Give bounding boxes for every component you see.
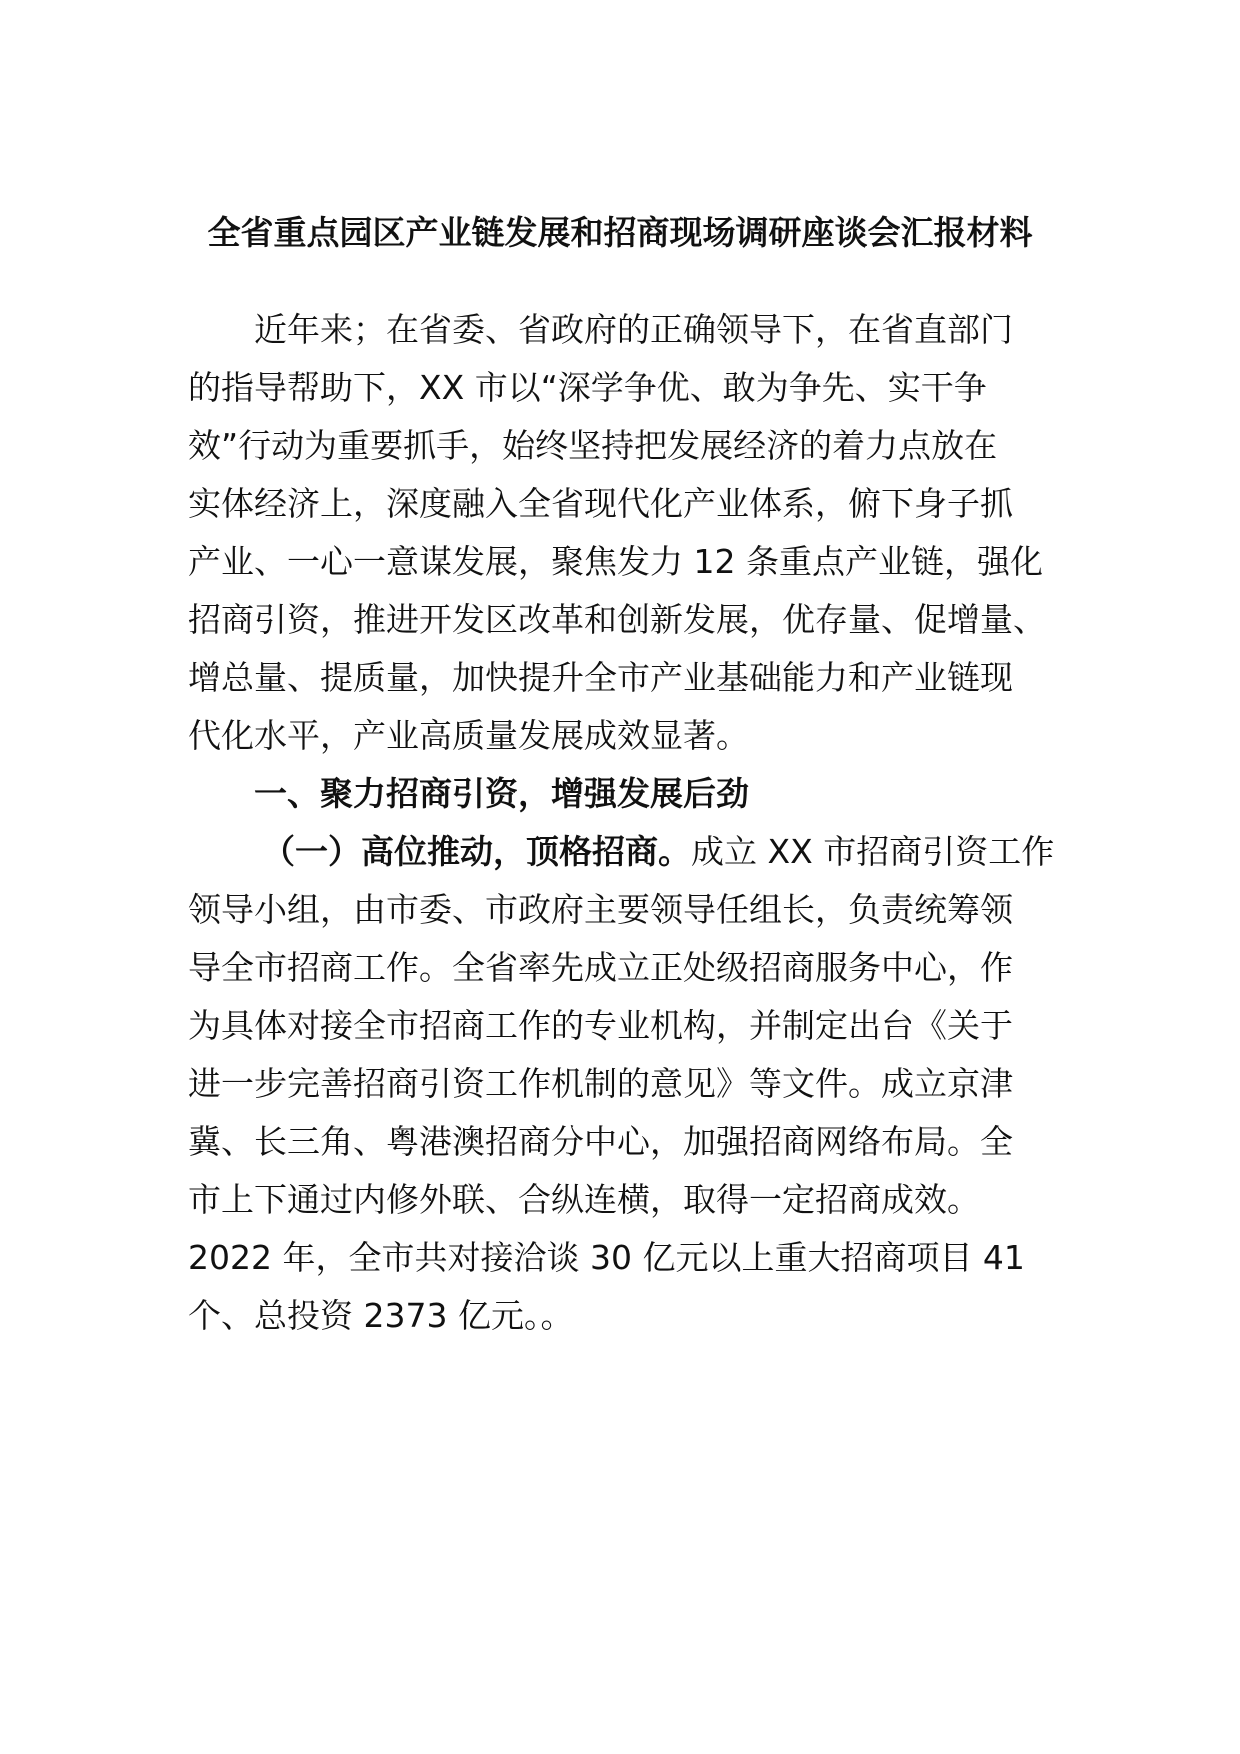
subsection-1-line-6: 市上下通过内修外联、合纵连横，取得一定招商成效。 bbox=[188, 1180, 980, 1219]
subsection-1-line-4: 进一步完善招商引资工作机制的意见》等文件。成立京津 bbox=[188, 1064, 1013, 1103]
subsection-1-line-2: 导全市招商工作。全省率先成立正处级招商服务中心，作 bbox=[188, 948, 1013, 987]
subsection-1-line-1: 领导小组，由市委、市政府主要领导任组长，负责统筹领 bbox=[188, 890, 1013, 929]
subsection-1-first-line-rest: 成立 XX 市招商引资工作 bbox=[691, 832, 1055, 871]
subsection-1-line-8: 个、总投资 2373 亿元。。 bbox=[188, 1296, 574, 1335]
intro-line-2: 的指导帮助下，XX 市以“深学争优、敢为争先、实干争 bbox=[188, 368, 987, 407]
intro-line-1: 近年来；在省委、省政府的正确领导下，在省直部门 bbox=[254, 310, 1013, 349]
subsection-1-label: （一）高位推动，顶格招商。 bbox=[262, 832, 691, 871]
section-heading-1: 一、聚力招商引资，增强发展后劲 bbox=[254, 774, 749, 813]
subsection-1-line-3: 为具体对接全市招商工作的专业机构，并制定出台《关于 bbox=[188, 1006, 1013, 1045]
subsection-1-first-line bbox=[262, 822, 1054, 882]
intro-line-8: 代化水平，产业高质量发展成效显著。 bbox=[188, 716, 749, 755]
subsection-1-line-7: 2022 年，全市共对接洽谈 30 亿元以上重大招商项目 41 bbox=[188, 1238, 1025, 1277]
intro-line-7: 增总量、提质量，加快提升全市产业基础能力和产业链现 bbox=[188, 658, 1013, 697]
intro-line-5: 产业、一心一意谋发展，聚焦发力 12 条重点产业链，强化 bbox=[188, 542, 1043, 581]
subsection-1-line-5: 冀、长三角、粤港澳招商分中心，加强招商网络布局。全 bbox=[188, 1122, 1013, 1161]
intro-line-6: 招商引资，推进开发区改革和创新发展，优存量、促增量、 bbox=[188, 600, 1046, 639]
intro-line-4: 实体经济上，深度融入全省现代化产业体系，俯下身子抓 bbox=[188, 484, 1013, 523]
document-title: 全省重点园区产业链发展和招商现场调研座谈会汇报材料 bbox=[207, 213, 1033, 252]
intro-line-3: 效”行动为重要抓手，始终坚持把发展经济的着力点放在 bbox=[188, 426, 998, 465]
